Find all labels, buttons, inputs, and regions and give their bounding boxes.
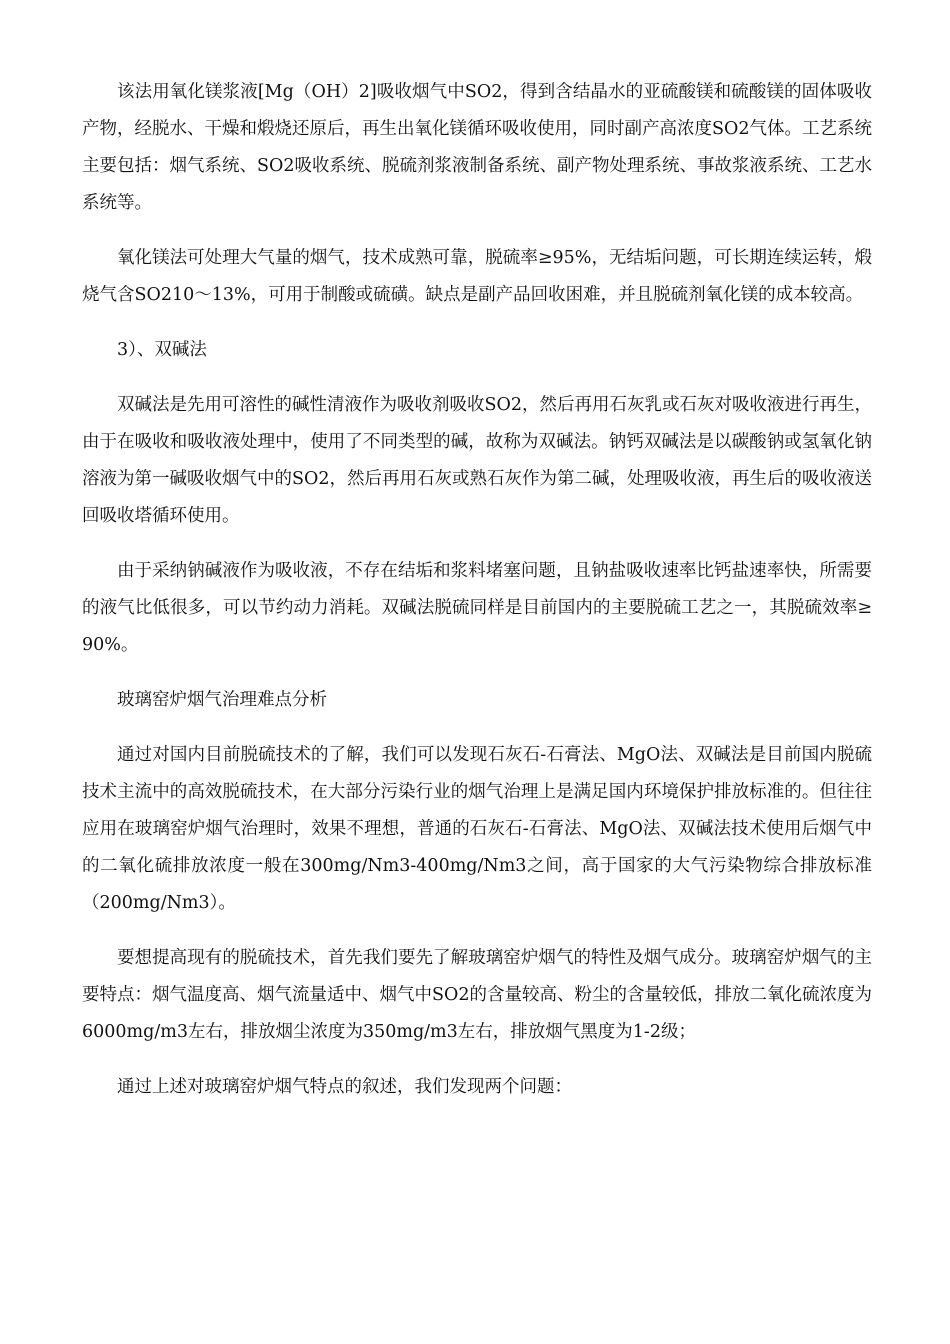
paragraph-magnesium-oxide-process: 该法用氧化镁浆液[Mg（OH）2]吸收烟气中SO2，得到含结晶水的亚硫酸镁和硫酸镁的固体吸收产物，经脱水、干燥和煅烧还原后，再生出氧化镁循环吸收使用，同时副产高浓度SO2气体。工艺系统主要包括：烟气系统、SO2吸收系统、脱硫剂浆液制备系统、副产物处理系统、事故浆液系统、工艺水系统等。: [82, 82, 872, 213]
paragraph-dual-alkali-advantages: 由于采纳钠碱液作为吸收液，不存在结垢和浆料堵塞问题，且钠盐吸收速率比钙盐速率快，所需要的液气比低很多，可以节约动力消耗。双碱法脱硫同样是目前国内的主要脱硫工艺之一，其脱硫效率≥90%。: [82, 561, 872, 655]
section-heading-dual-alkali: 3）、双碱法: [117, 340, 207, 360]
paragraph-two-problems-intro: 通过上述对玻璃窑炉烟气特点的叙述，我们发现两个问题：: [117, 1077, 572, 1097]
paragraph-dual-alkali-process: 双碱法是先用可溶性的碱性清液作为吸收剂吸收SO2，然后再用石灰乳或石灰对吸收液进行再生，由于在吸收和吸收液处理中，使用了不同类型的碱，故称为双碱法。钠钙双碱法是以碳酸钠或氢氧化钠溶液为第一碱吸收烟气中的SO2，然后再用石灰或熟石灰作为第二碱，处理吸收液，再生后的吸收液送回吸收塔循环使用。: [82, 395, 872, 526]
paragraph-glass-kiln-flue-gas-features: 要想提高现有的脱硫技术，首先我们要先了解玻璃窑炉烟气的特性及烟气成分。玻璃窑炉烟气的主要特点：烟气温度高、烟气流量适中、烟气中SO2的含量较高、粉尘的含量较低，排放二氧化硫浓度为6000mg/m3左右，排放烟尘浓度为350mg/m3左右，排放烟气黑度为1-2级；: [82, 948, 872, 1042]
document-page: [82, 74, 872, 1124]
paragraph-magnesium-oxide-evaluation: 氧化镁法可处理大气量的烟气，技术成熟可靠，脱硫率≥95%，无结垢问题，可长期连续运转，煅烧气含SO210～13%，可用于制酸或硫磺。缺点是副产品回收困难，并且脱硫剂氧化镁的成本较高。: [82, 248, 872, 305]
paragraph-domestic-technology-review: 通过对国内目前脱硫技术的了解，我们可以发现石灰石-石膏法、MgO法、双碱法是目前国内脱硫技术主流中的高效脱硫技术，在大部分污染行业的烟气治理上是满足国内环境保护排放标准的。但往往应用在玻璃窑炉烟气治理时，效果不理想，普通的石灰石-石膏法、MgO法、双碱法技术使用后烟气中的二氧化硫排放浓度一般在300mg/Nm3-400mg/Nm3之间，高于国家的大气污染物综合排放标准（200mg/Nm3）。: [82, 745, 872, 913]
section-heading-glass-kiln-difficulties: 玻璃窑炉烟气治理难点分析: [117, 690, 327, 710]
